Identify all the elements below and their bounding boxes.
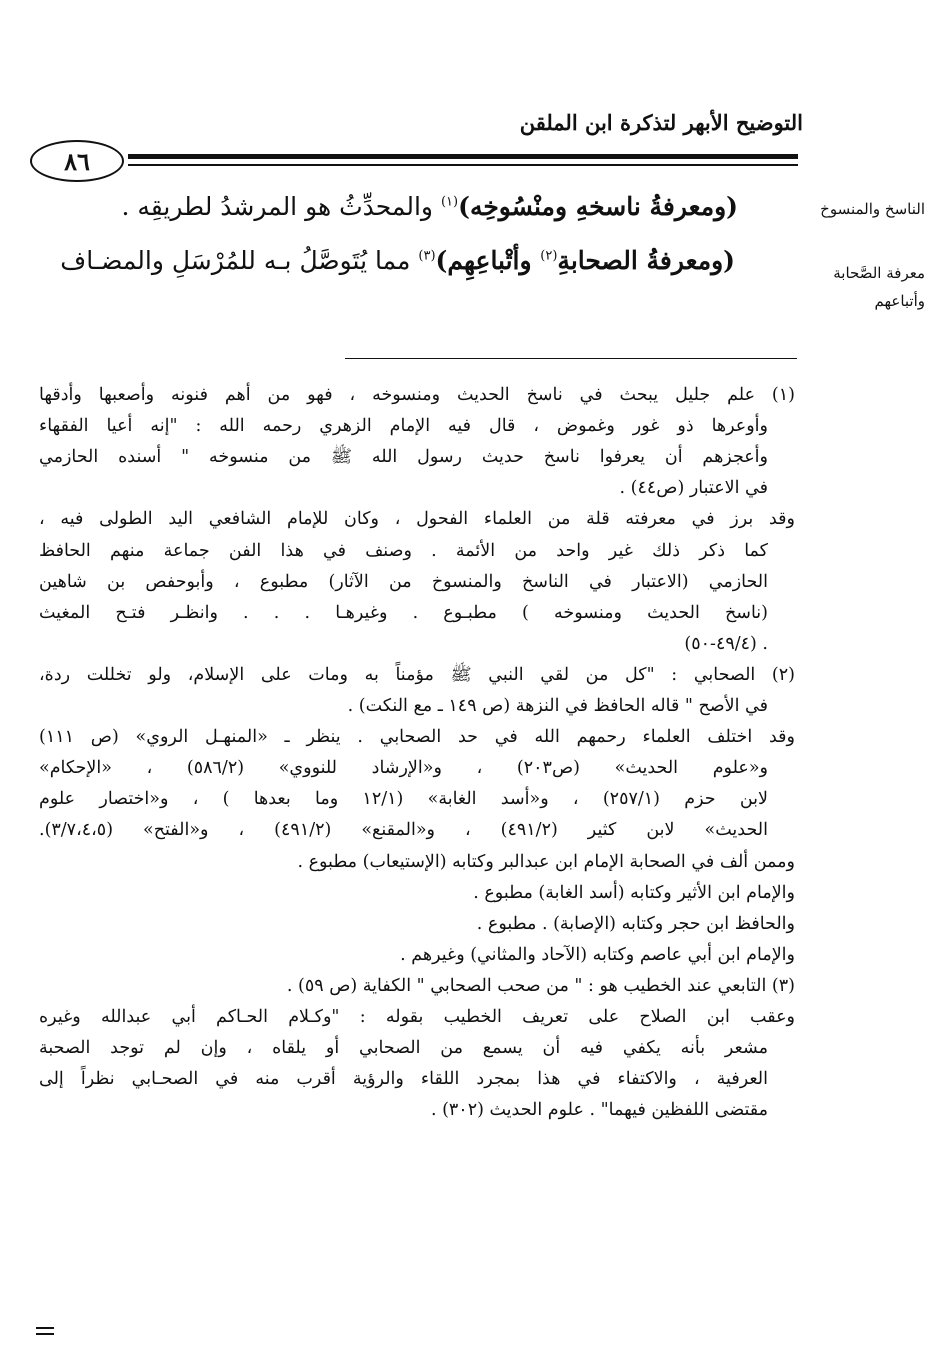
footnote-line: والإمام ابن أبي عاصم وكتابه (الآحاد والمثاني) وغيرهم . <box>400 945 795 965</box>
footnote-line: و«علوم الحديث» (ص٢٠٣) ، و«الإرشاد للنووي» (٥٨٦/٢) ، «الإحكام» <box>39 758 768 778</box>
main-line-1-bold: (ومعرفةُ ناسخهِ ومنْسُوخِه) <box>458 192 738 221</box>
footnote-line: العرفية ، والاكتفاء في هذا بمجرد اللقاء والرؤية أقرب منه في الصحـابي نظراً إلى <box>39 1069 768 1089</box>
footnote-line: وأعجزهم أن يعرفوا ناسخ حديث رسول الله ﷺ من منسوخه " أسنده الحازمي <box>39 447 768 467</box>
main-line-2-rest: مما يُتَوصَّلُ بـه للمُرْسَلِ والمضـاف <box>60 246 419 275</box>
footnote-line: في الاعتبار (ص٤٤) . <box>619 478 768 498</box>
footnote-ref-3: (٣) <box>418 248 436 264</box>
running-title: التوضيح الأبهر لتذكرة ابن الملقن <box>519 110 803 135</box>
main-line-2-bold-1: (ومعرفةُ الصحابةِ <box>557 246 735 275</box>
footnote-line: والحافظ ابن حجر وكتابه (الإصابة) . مطبوع . <box>476 914 795 934</box>
main-text-line-2 <box>35 246 735 275</box>
footnote-line: (٤٩/٤-٥٠) . <box>684 634 768 654</box>
footnote-line: مشعر بأنه يكفي فيه أن يسمع من الصحابي أو يلقاه ، وإن لم توجد الصحبة <box>39 1038 768 1058</box>
main-line-2-bold-2: وأتْباعِهِم) <box>435 246 541 275</box>
main-line-1-rest: والمحدِّثُ هو المرشدُ لطريقِه . <box>121 192 441 221</box>
footnote-line: وقد اختلف العلماء رحمهم الله في حد الصحابي . ينظر ـ «المنهـل الروي» (ص ١١١) <box>39 727 795 747</box>
footnote-line: كما ذكر ذلك غير واحد من الأئمة . وصنف في هذا الفن جماعة منهم الحافظ <box>39 541 768 561</box>
footnote-line: (٢) الصحابي : "كل من لقي النبي ﷺ مؤمناً به ومات على الإسلام، ولو تخللت ردة، <box>39 665 795 685</box>
page-end-mark <box>36 1327 54 1339</box>
footnote-line: وقد برز في معرفته قلة من العلماء الفحول ، وكان للإمام الشافعي اليد الطولى فيه ، <box>39 509 795 529</box>
footnote-ref-1: (١) <box>440 194 459 210</box>
footnote-ref-2: (٢) <box>540 248 558 264</box>
footnote-line: في الأصح " قاله الحافظ في النزهة (ص ١٤٩ ـ مع النكت) . <box>347 696 768 716</box>
footnote-line: (١) علم جليل يبحث في ناسخ الحديث ومنسوخه ، فهو من أهم فنونه وأصعبها وأدقها <box>39 385 795 405</box>
footnote-line: الحازمي (الاعتبار في الناسخ والمنسوخ من الآثار) مطبوع ، وأبوحفص بن شاهين <box>39 572 768 592</box>
footnote-line: (ناسخ الحديث ومنسوخه ) مطبـوع . وغيرهـا . . . وانظـر فتـح المغيث <box>39 603 768 623</box>
main-text-line-1 <box>38 192 738 221</box>
footnote-line: (٣) التابعي عند الخطيب هو : " من صحب الصحابي " الكفاية (ص ٥٩) . <box>286 976 795 996</box>
footnote-line: الحديث» لابن كثير (٤٩١/٢) ، و«المقنع» (٤٩١/٢) ، و«الفتح» (٣/٧،٤،٥). <box>39 820 768 840</box>
margin-note-companions: معرفة الصَّحابة <box>833 264 925 282</box>
margin-note-followers: وأتباعهم <box>874 292 925 310</box>
footnote-line: والإمام ابن الأثير وكتابه (أسد الغابة) مطبوع . <box>473 883 795 903</box>
header-rule-thick <box>128 154 798 159</box>
margin-note-abrogation: الناسخ والمنسوخ <box>820 200 925 218</box>
footnote-line: وممن ألف في الصحابة الإمام ابن عبدالبر وكتابه (الإستيعاب) مطبوع . <box>297 852 795 872</box>
footnote-line: وعقب ابن الصلاح على تعريف الخطيب بقوله : "وكـلام الحـاكم أبي عبدالله وغيره <box>39 1007 795 1027</box>
page-number: ٨٦ <box>30 140 124 182</box>
footnote-line: مقتضى اللفظين فيهما" . علوم الحديث (٣٠٢) . <box>430 1100 768 1120</box>
header-rule-thin <box>128 164 798 166</box>
footnote-line: وأوعرها ذو غور وغموض ، قال فيه الإمام الزهري رحمه الله : "إنه أعيا الفقهاء <box>39 416 768 436</box>
footnote-separator <box>345 358 797 359</box>
footnote-line: لابن حزم (٢٥٧/١) ، و«أسد الغابة» (١٢/١ وما بعدها ) ، و«اختصار علوم <box>39 789 768 809</box>
